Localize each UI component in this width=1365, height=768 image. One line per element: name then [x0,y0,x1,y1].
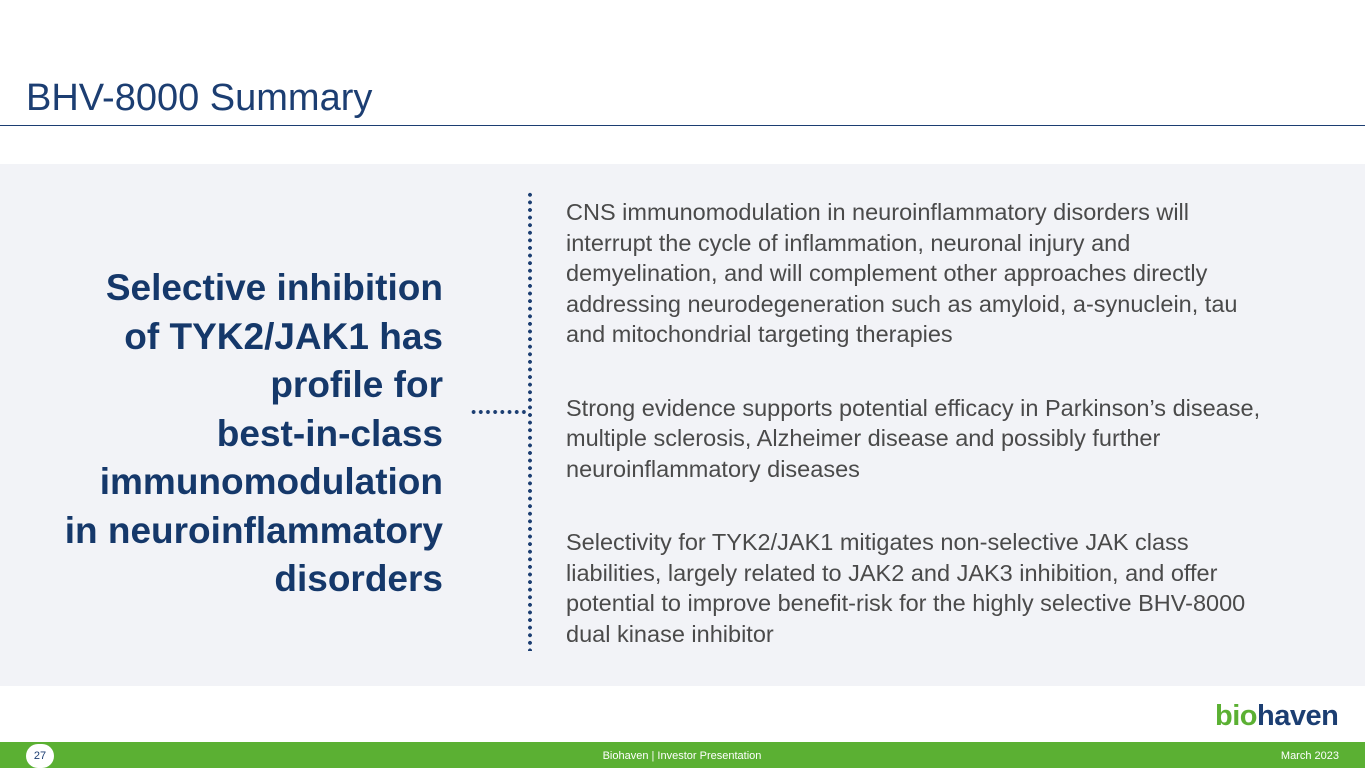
summary-point-line: demyelination, and will complement other approaches directly [566,260,1208,286]
summary-point-line: dual kinase inhibitor [566,620,774,647]
headline [20,264,443,604]
headline-line: of TYK2/JAK1 has [124,315,443,357]
biohaven-logo [1215,699,1341,733]
summary-point-line: interrupt the cycle of inflammation, neuronal injury and [566,229,1131,256]
headline-line: in neuroinflammatory [64,509,443,551]
logo-text-bio: bio [1215,700,1257,732]
summary-point-line: liabilities, largely related to JAK2 and JAK3 inhibition, and offer [566,559,1218,586]
summary-point-line: Strong evidence supports potential efficacy in Parkinson’s disease, [566,394,1261,421]
horizontal-dotted-connector [470,409,527,415]
headline-line: best-in-class [216,412,443,454]
headline-line: disorders [274,558,443,599]
summary-points [566,197,1346,649]
footer-presentation-label: Biohaven | Investor Presentation [602,750,762,762]
title-divider [0,125,1365,126]
summary-point-line: neuroinflammatory diseases [566,455,860,482]
summary-point-line: addressing neurodegeneration such as amyloid, a-synuclein, tau [566,290,1238,317]
summary-point-cns-immunomodulation [566,197,1346,350]
footer-date: March 2023 [1280,750,1339,762]
headline-line: immunomodulation [99,461,443,502]
summary-point-line: CNS immunomodulation in neuroinflammatory disorders will [566,199,1189,225]
summary-point-efficacy-evidence [566,393,1346,485]
summary-point-line: and mitochondrial targeting therapies [566,321,953,347]
headline-line: profile for [270,364,443,405]
logo-text-haven: haven [1257,700,1339,732]
summary-point-line: multiple sclerosis, Alzheimer disease and possibly further [566,425,1161,451]
summary-point-line: potential to improve benefit-risk for the highly selective BHV-8000 [566,590,1246,616]
page-number-badge: 27 [26,744,54,768]
summary-point-selectivity [566,527,1346,649]
headline-line: Selective inhibition [105,267,443,308]
slide-title: BHV-8000 Summary [26,77,373,119]
summary-point-line: Selectivity for TYK2/JAK1 mitigates non-selective JAK class [566,529,1189,555]
vertical-dotted-connector [527,191,533,651]
